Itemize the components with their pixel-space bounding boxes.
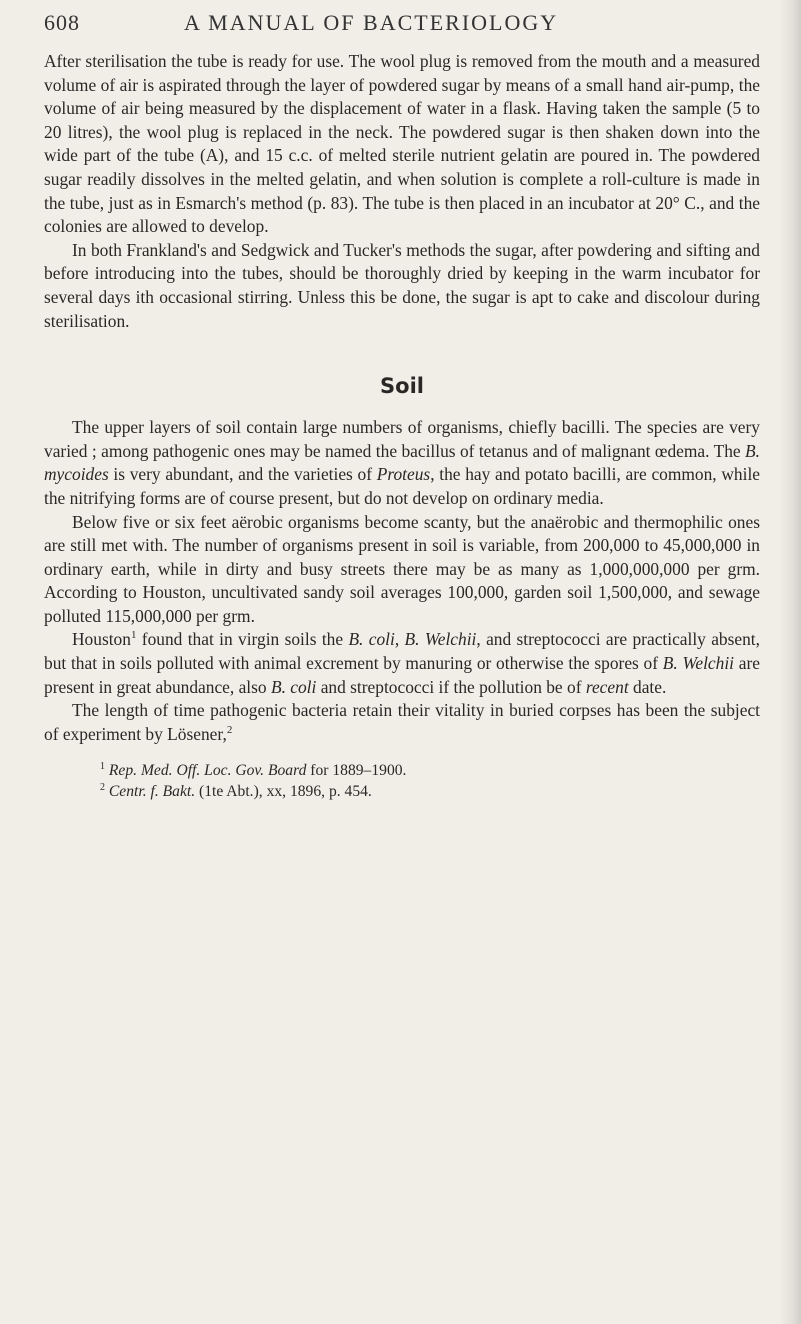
footnote-mark: 2 <box>100 782 105 794</box>
text-run: Houston <box>72 629 131 650</box>
footnote-ref: 1 <box>130 629 137 642</box>
text-run: are present in great abundance, also <box>44 653 760 697</box>
footnotes <box>44 760 760 802</box>
text-run: The length of time pathogenic bacteria retain their vitality in buried corpses has been the subject of experiment by Lösener, <box>44 700 760 744</box>
footnote-ref: 2 <box>226 724 233 737</box>
text-run: , and streptococci are practically absent, but that in soils polluted with animal excrement by manuring or otherwise the spores of <box>44 629 760 674</box>
paragraph-drying-sugar: In both Frankland's and Sedgwick and Tucker's methods the sugar, after powdering and sifting and before introducing into the tubes, should be thoroughly dried by keeping in the warm incubator for several days ith occasional stirring. Unless this be done, the sugar is apt to cake and discolour during sterilisation. <box>44 239 760 331</box>
text-run: found that in virgin soils the <box>136 629 349 650</box>
section-heading-soil: Soil <box>380 374 424 399</box>
text-run: The upper layers of soil contain large numbers of organisms, chiefly bacilli. The species are very varied ; among pathogenic ones may be named the bacillus of tetanus and of malignant œdema. The <box>44 417 760 461</box>
paragraph-houston-findings <box>44 628 760 699</box>
italic-species: B. Welchii <box>404 629 477 650</box>
footnote-mark: 1 <box>100 761 105 773</box>
footnote-text: (1te Abt.), xx, 1896, p. 454. <box>195 783 372 801</box>
running-title: A MANUAL OF BACTERIOLOGY <box>184 10 559 35</box>
text-run: date. <box>628 676 667 697</box>
text-run: and streptococci if the pollution be of <box>316 676 586 697</box>
italic-species: B. mycoides <box>44 440 760 485</box>
page-number: 608 <box>44 10 80 35</box>
paragraph-soil-organisms <box>44 416 760 510</box>
book-page <box>44 10 760 802</box>
footnote-source: Centr. f. Bakt. <box>108 783 196 801</box>
text-run: , <box>394 629 405 650</box>
footnote-1 <box>100 760 760 781</box>
footnote-2 <box>100 781 760 802</box>
page-edge-shadow <box>779 0 801 1324</box>
paragraph-corpses <box>44 699 760 746</box>
italic-species: B. coli <box>348 629 395 650</box>
italic-species: B. Welchii <box>662 653 735 674</box>
paragraph-soil-depth: Below five or six feet aërobic organisms become scanty, but the anaërobic and thermophilic ones are still met with. The number of organisms present in soil is variable, from 200,000 to 45,000,000 in ordinary earth, while in dirty and busy streets there may be as many as 1,000,000,000 per grm. According to Houston, uncultivated sandy soil averages 100,000, garden soil 1,500,000, and sewage polluted 115,000,000 per grm. <box>44 511 760 626</box>
text-run: is very abundant, and the varieties of <box>108 464 377 485</box>
footnote-source: Rep. Med. Off. Loc. Gov. Board <box>108 762 307 780</box>
running-head <box>44 10 760 50</box>
italic-species: Proteus <box>376 464 431 485</box>
italic-emphasis: recent <box>585 676 629 697</box>
footnote-text: for 1889–1900. <box>306 762 407 780</box>
text-run: , the hay and potato bacilli, are common, while the nitrifying forms are of course present, but do not develop on ordinary media. <box>44 464 760 508</box>
italic-species: B. coli <box>270 676 317 697</box>
paragraph-sterilisation: After sterilisation the tube is ready for use. The wool plug is removed from the mouth and a measured volume of air is aspirated through the layer of powdered sugar by means of a small hand air-pump, the volume of air being measured by the displacement of water in a flask. Having taken the sample (5 to 20 litres), the wool plug is replaced in the neck. The powdered sugar is then shaken down into the wide part of the tube (A), and 15 c.c. of melted sterile nutrient gelatin are poured in. The powdered sugar readily dissolves in the melted gelatin, and when solution is complete a roll-culture is made in the tube, just as in Esmarch's method (p. 83). The tube is then placed in an incubator at 20° C., and the colonies are allowed to develop. <box>44 51 760 237</box>
